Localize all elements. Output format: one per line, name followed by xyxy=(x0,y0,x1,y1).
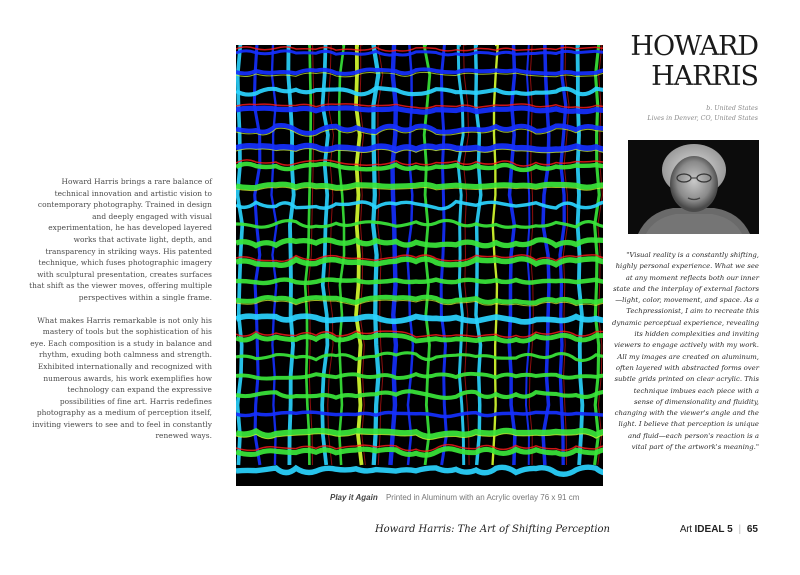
footer-separator: | xyxy=(738,524,742,535)
portrait-image xyxy=(628,140,759,234)
artwork-details: Printed in Aluminum with an Acrylic overlay 76 x 91 cm xyxy=(385,493,580,502)
artist-residence: Lives in Denver, CO, United States xyxy=(647,115,758,122)
magazine-issue: IDEAL 5 xyxy=(694,524,733,535)
artwork-caption xyxy=(330,493,610,502)
bio-paragraph-2: What makes Harris remarkable is not only his mastery of tools but the sophistication of his eye. Each composition is a study in balance and rhythm, exuding both calmness and strength. Exhibited internationally and recognized with numerous awards, his work exemplifies how technology can expand the expressive possibilities of fine art. Harris redefines photography as a medium of perception itself, inviting viewers to see and to feel in constantly renewed ways. xyxy=(30,315,212,441)
artwork-image xyxy=(236,45,603,486)
magazine-name: Art xyxy=(679,524,692,535)
artist-name-last: HARRIS xyxy=(651,61,758,92)
bio-paragraph-1: Howard Harris brings a rare balance of technical innovation and artistic vision to contemporary photography. Trained in design and deeply engaged with visual experimentation, he has developed layered works that activate light, depth, and transparency in striking ways. His patented technique, which fuses photographic imagery with sculptural presentation, creates surfaces that shift as the viewer moves, offering multiple perspectives within a single frame. xyxy=(29,177,212,302)
artist-name-first: HOWARD xyxy=(630,31,758,62)
artist-birthplace: b. United States xyxy=(706,105,758,112)
artwork-title: Play it Again xyxy=(330,493,378,502)
artist-portrait xyxy=(628,140,759,234)
page-footer xyxy=(680,524,758,535)
artist-quote: "Visual reality is a constantly shifting, highly personal experience. What we see at any moment reflects both our inner state and the interplay of external factors—light, color, movement, and space. As a Techpressionist, I aim to recreate this dynamic perceptual experience, revealing its hidden complexities and inviting viewers to engage actively with my work. All my images are created on aluminum, often layered with abstracted forms over subtle grids printed on clear acrylic. This technique imbues each piece with a sense of dimensionality and fluidity, changing with the viewer's angle and the light. I believe that perception is unique and fluid—each person's reaction is a vital part of the artwork's meaning." xyxy=(612,251,759,452)
artwork-woven-grid xyxy=(236,45,603,486)
artist-bio xyxy=(28,176,212,453)
artist-name xyxy=(630,32,758,92)
artist-meta xyxy=(647,104,758,124)
page-number: 65 xyxy=(746,524,758,535)
article-title: Howard Harris: The Art of Shifting Perception xyxy=(374,524,610,535)
